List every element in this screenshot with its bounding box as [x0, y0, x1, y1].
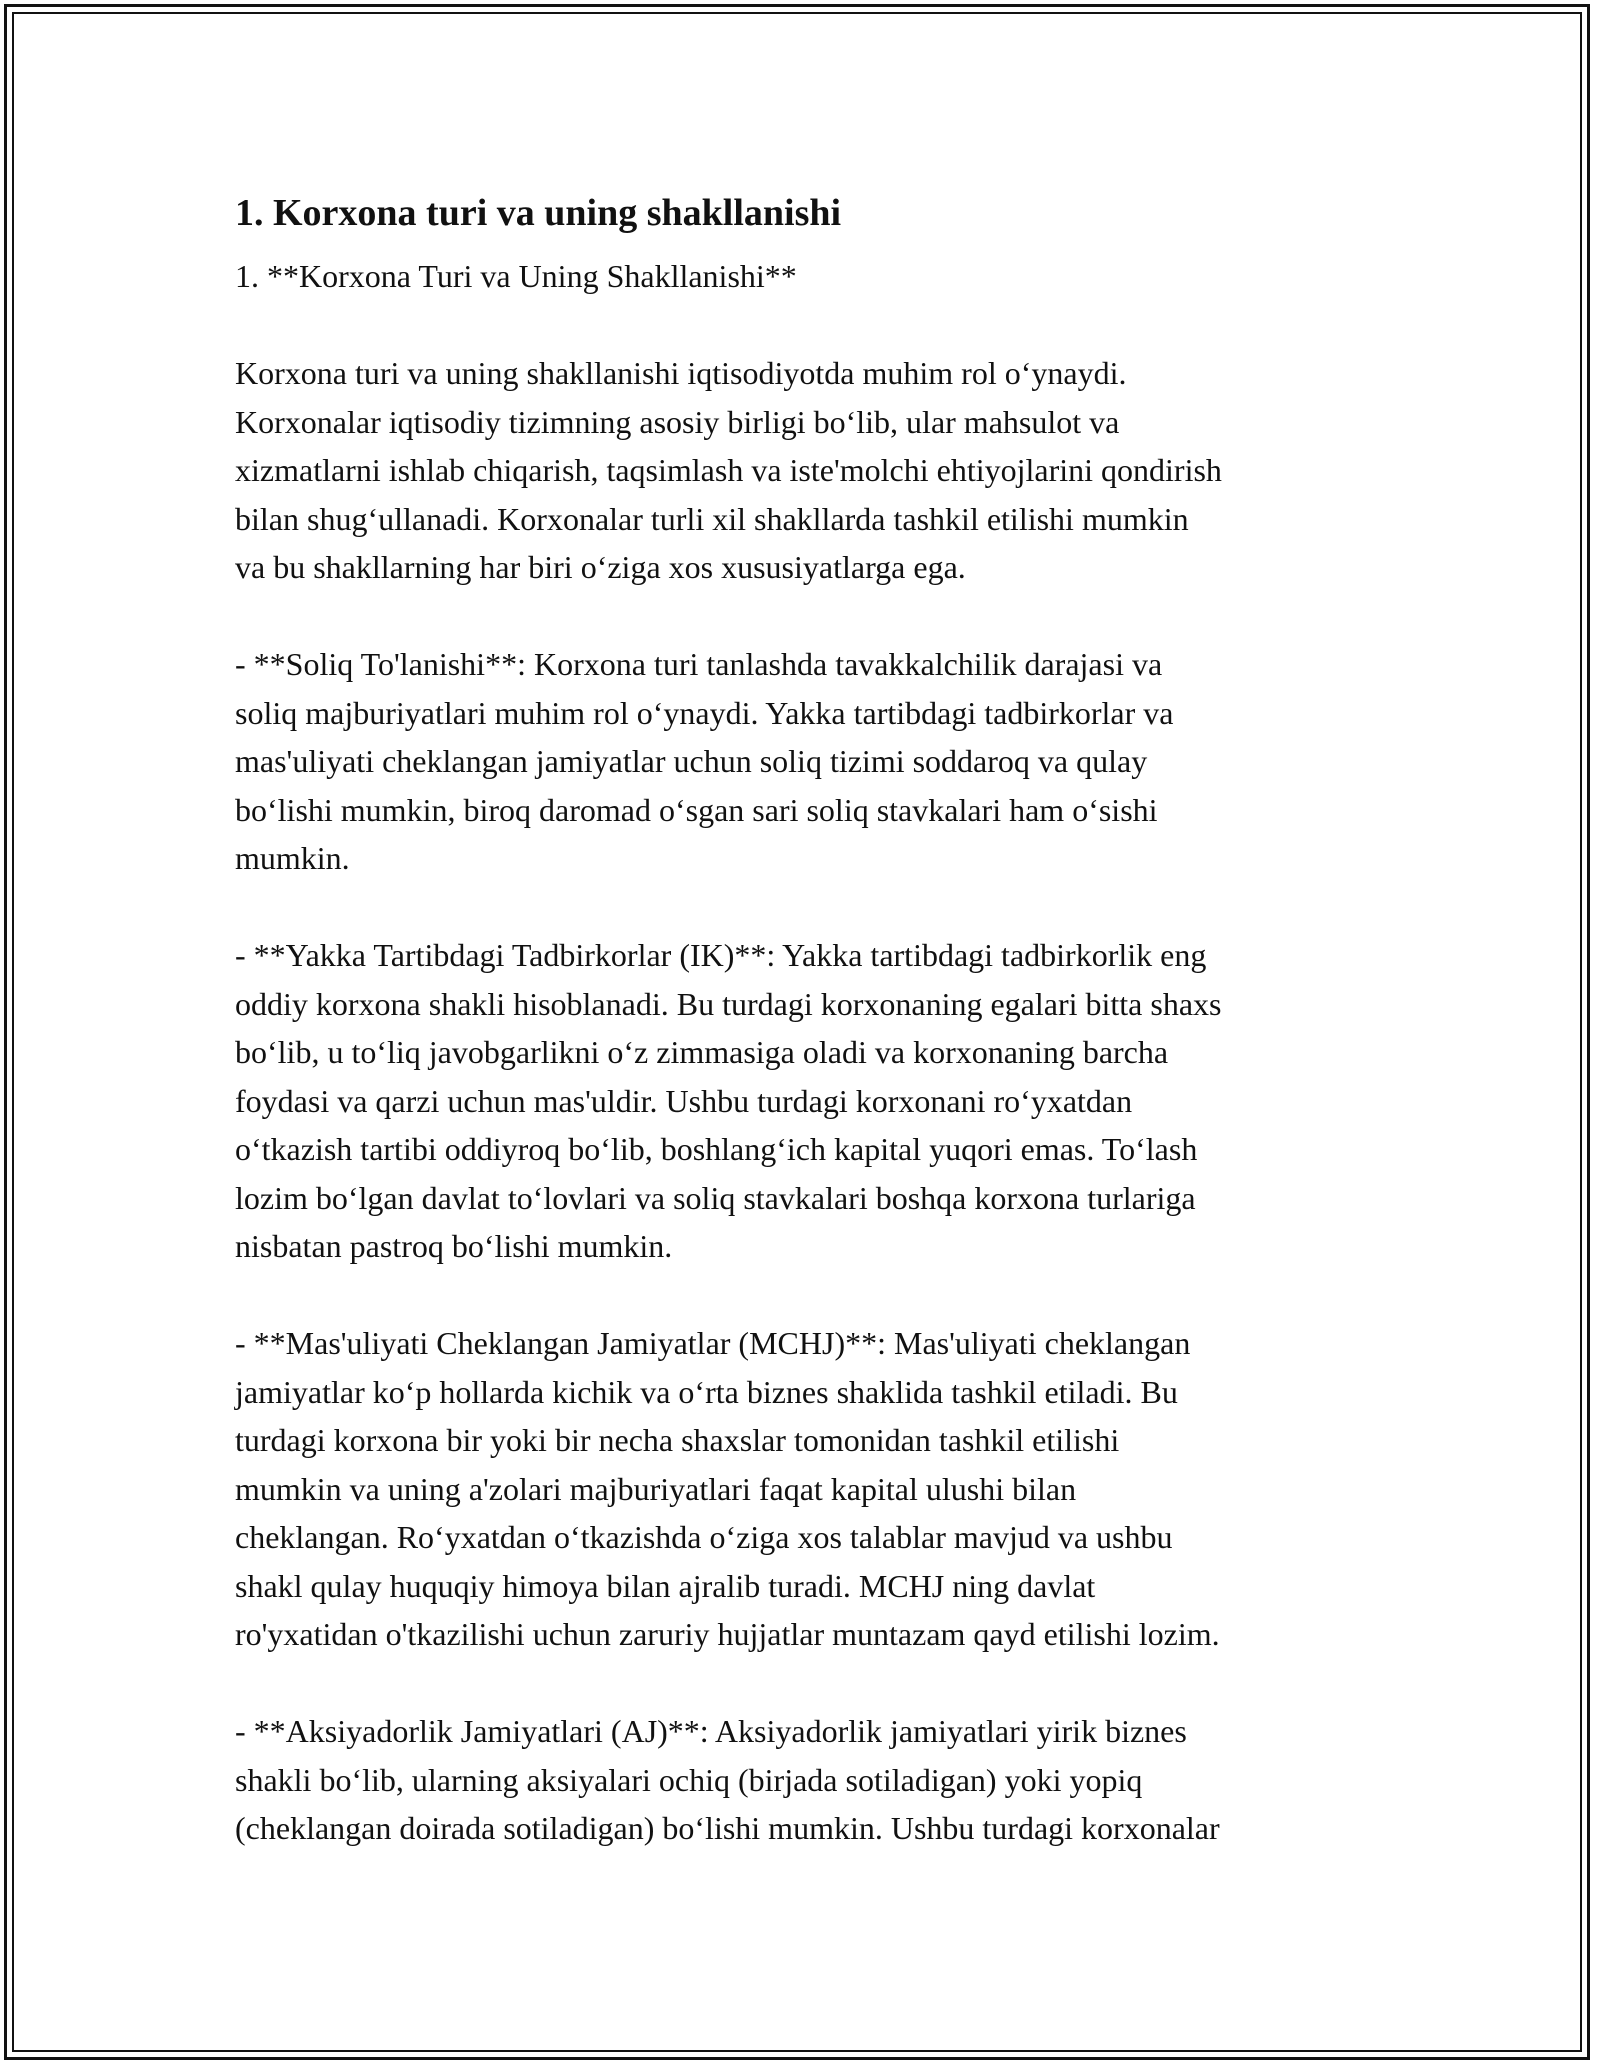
text-line: mumkin.: [235, 840, 350, 876]
text-line: turdagi korxona bir yoki bir necha shaxslar tomonidan tashkil etilishi: [235, 1422, 1120, 1458]
text-line: bo‘lib, u to‘liq javobgarlikni o‘z zimmasiga oladi va korxonaning barcha: [235, 1034, 1169, 1070]
text-line: nisbatan pastroq bo‘lishi mumkin.: [235, 1228, 673, 1264]
text-line: Korxonalar iqtisodiy tizimning asosiy birligi bo‘lib, ular mahsulot va: [235, 403, 1120, 440]
text-line: shakli bo‘lib, ularning aksiyalari ochiq (birjada sotiladigan) yoki yopiq: [235, 1761, 1143, 1798]
text-line: - **Soliq To'lanishi**: Korxona turi tanlashda tavakkalchilik darajasi va: [235, 646, 1163, 682]
text-line: oddiy korxona shakli hisoblanadi. Bu turdagi korxonaning egalari bitta shaxs: [235, 985, 1222, 1022]
text-line: - **Mas'uliyati Cheklangan Jamiyatlar (MCHJ)**: Mas'uliyati cheklangan: [235, 1325, 1191, 1361]
text-line: (cheklangan doirada sotiladigan) bo‘lishi mumkin. Ushbu turdagi korxonalar: [235, 1810, 1220, 1846]
text-line: mumkin va uning a'zolari majburiyatlari faqat kapital ulushi bilan: [235, 1470, 1077, 1507]
text-line: foydasi va qarzi uchun mas'uldir. Ushbu turdagi korxonani ro‘yxatdan: [235, 1082, 1133, 1119]
paragraph-intro: [235, 349, 1395, 592]
paragraph-mchj: [235, 1319, 1395, 1659]
text-line: bilan shug‘ullanadi. Korxonalar turli xil shakllarda tashkil etilishi mumkin: [235, 500, 1189, 537]
text-line: soliq majburiyatlari muhim rol o‘ynaydi. Yakka tartibdagi tadbirkorlar va: [235, 694, 1174, 731]
document-title: 1. Korxona turi va uning shakllanishi: [235, 192, 842, 234]
text-line: - **Aksiyadorlik Jamiyatlari (AJ)**: Aksiyadorlik jamiyatlari yirik biznes: [235, 1713, 1187, 1749]
text-line: jamiyatlar ko‘p hollarda kichik va o‘rta biznes shaklida tashkil etiladi. Bu: [235, 1373, 1178, 1410]
text-line: Korxona turi va uning shakllanishi iqtisodiyotda muhim rol o‘ynaydi.: [235, 355, 1127, 391]
text-line: va bu shakllarning har biri o‘ziga xos xususiyatlarga ega.: [235, 549, 966, 585]
text-line: bo‘lishi mumkin, biroq daromad o‘sgan sari soliq stavkalari ham o‘sishi: [235, 791, 1158, 828]
text-line: mas'uliyati cheklangan jamiyatlar uchun soliq tizimi soddaroq va qulay: [235, 743, 1148, 779]
text-line: o‘tkazish tartibi oddiyroq bo‘lib, boshlang‘ich kapital yuqori emas. To‘lash: [235, 1131, 1198, 1167]
text-line: cheklangan. Ro‘yxatdan o‘tkazishda o‘ziga xos talablar mavjud va ushbu: [235, 1519, 1173, 1555]
paragraph-aksiyadorlik: [235, 1707, 1395, 1853]
document-subtitle: 1. **Korxona Turi va Uning Shakllanishi**: [235, 258, 797, 294]
text-line: ro'yxatidan o'tkazilishi uchun zaruriy hujjatlar muntazam qayd etilishi lozim.: [235, 1616, 1220, 1652]
paragraph-soliq: [235, 640, 1395, 883]
paragraph-yakka-tartibdagi: [235, 931, 1395, 1271]
text-line: - **Yakka Tartibdagi Tadbirkorlar (IK)**: Yakka tartibdagi tadbirkorlik eng: [235, 937, 1207, 973]
text-line: lozim bo‘lgan davlat to‘lovlari va soliq stavkalari boshqa korxona turlariga: [235, 1179, 1196, 1216]
document-page: [235, 186, 1395, 1901]
text-line: xizmatlarni ishlab chiqarish, taqsimlash va iste'molchi ehtiyojlarini qondirish: [235, 452, 1222, 488]
text-line: shakl qulay huquqiy himoya bilan ajralib turadi. MCHJ ning davlat: [235, 1567, 1096, 1604]
